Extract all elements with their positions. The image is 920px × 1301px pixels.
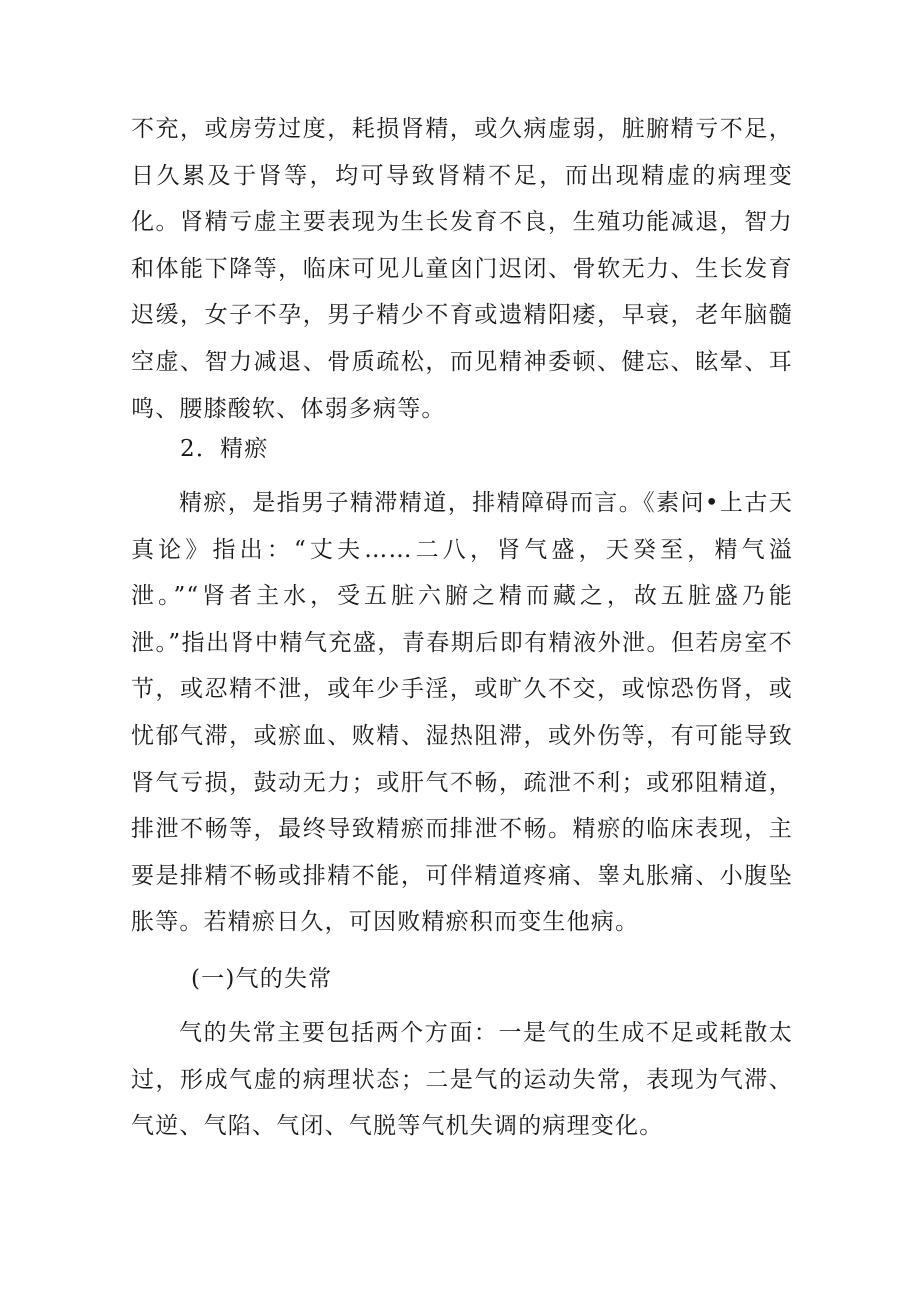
paragraph-qi-disorder: 气的失常主要包括两个方面：一是气的生成不足或耗散太过，形成气虚的病理状态；二是气的运动失常，表现为气滞、气逆、气陷、气闭、气脱等气机失调的病理变化。 (131, 1020, 793, 1140)
paragraph-essence-stasis: 精瘀，是指男子精滞精道，排精障碍而言。《素问•上古天真论》指出：“丈夫……二八，肾气盛，天癸至，精气溢泄。”“肾者主水，受五脏六腑之精而藏之，故五脏盛乃能泄。”指出肾中精气充盛，青春期后即有精液外泄。但若房室不节，或忍精不泄，或年少手淫，或旷久不交，或惊恐伤肾，或忧郁气滞，或瘀血、败精、湿热阻滞，或外伤等，有可能导致肾气亏损，鼓动无力；或肝气不畅，疏泄不利；或邪阻精道，排泄不畅等，最终导致精瘀而排泄不畅。精瘀的临床表现，主要是排精不畅或排精不能，可伴精道疼痛、睾丸胀痛、小腹坠胀等。若精瘀日久，可因败精瘀积而变生他病。 (131, 490, 793, 936)
section-heading-qi-disorder: (一)气的失常 (191, 966, 333, 992)
paragraph-kidney-essence-deficiency: 不充，或房劳过度，耗损肾精，或久病虚弱，脏腑精亏不足，日久累及于肾等，均可导致肾精不足，而出现精虚的病理变化。肾精亏虚主要表现为生长发育不良，生殖功能减退，智力和体能下降等，临床可见儿童囟门迟闭、骨软无力、生长发育迟缓，女子不孕，男子精少不育或遗精阳痿，早衰，老年脑髓空虚、智力减退、骨质疏松，而见精神委顿、健忘、眩晕、耳鸣、腰膝酸软、体弱多病等。 (131, 116, 793, 422)
section-heading-essence-stasis: 2．精瘀 (180, 436, 269, 462)
